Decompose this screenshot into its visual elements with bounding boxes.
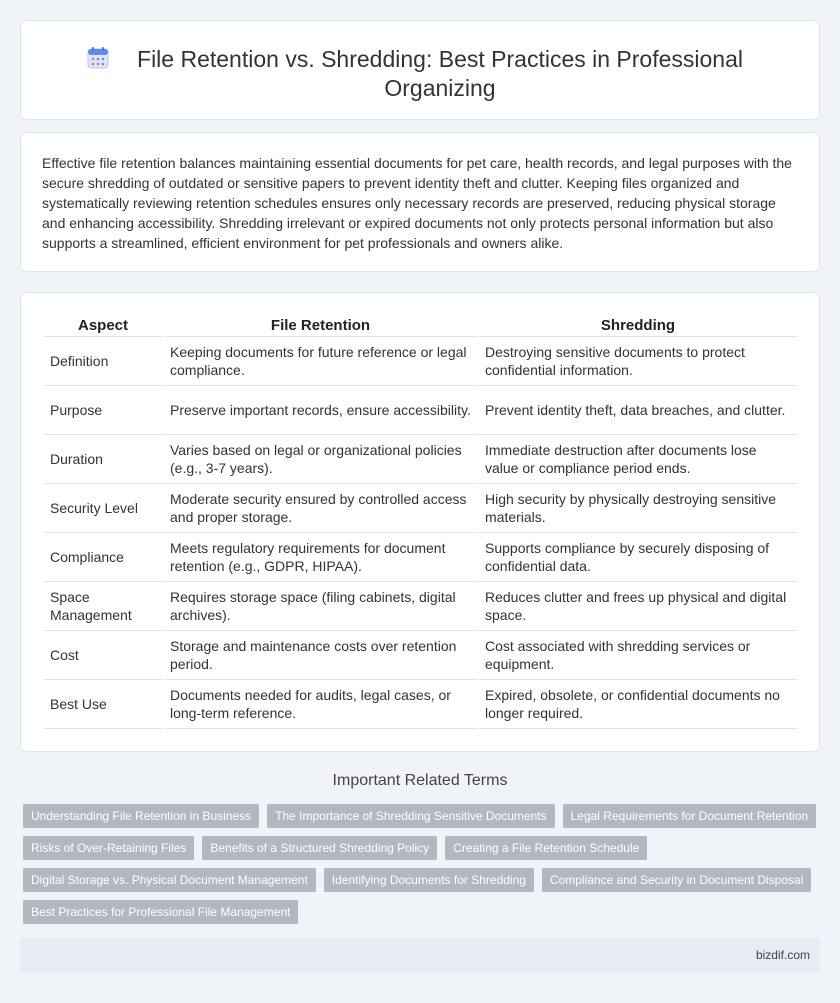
retention-cell: Keeping documents for future reference or legal compliance. — [164, 337, 477, 386]
shredding-cell: Destroying sensitive documents to protect confidential information. — [479, 337, 797, 386]
table-row — [44, 582, 797, 631]
aspect-cell: Cost — [44, 631, 162, 680]
shredding-cell: High security by physically destroying sensitive materials. — [479, 484, 797, 533]
shredding-cell: Cost associated with shredding services or equipment. — [479, 631, 797, 680]
table-row — [44, 386, 797, 435]
retention-cell: Preserve important records, ensure accessibility. — [164, 386, 477, 435]
related-terms-list — [23, 804, 823, 924]
shredding-cell: Expired, obsolete, or confidential documents no longer required. — [479, 680, 797, 729]
related-term-link[interactable]: Benefits of a Structured Shredding Policy — [202, 836, 437, 860]
related-term-link[interactable]: Understanding File Retention in Business — [23, 804, 259, 828]
table-row — [44, 435, 797, 484]
shredding-cell: Immediate destruction after documents lose value or compliance period ends. — [479, 435, 797, 484]
header-file-retention: File Retention — [164, 315, 477, 337]
intro-card — [20, 132, 820, 272]
retention-cell: Meets regulatory requirements for document retention (e.g., GDPR, HIPAA). — [164, 533, 477, 582]
shredding-cell: Supports compliance by securely disposing of confidential data. — [479, 533, 797, 582]
table-row — [44, 680, 797, 729]
comparison-table — [42, 315, 799, 729]
intro-paragraph: Effective file retention balances maintaining essential documents for pet care, health records, and legal purposes with the secure shredding of outdated or sensitive papers to prevent identity theft and clutter. Keeping files organized and systematically reviewing retention schedules ensures only necessary records are preserved, reducing physical storage and enhancing accessibility. Shredding irrelevant or expired documents not only protects personal information but also supports a streamlined, efficient environment for pet professionals and owners alike. — [42, 155, 792, 251]
footer-brand[interactable]: bizdif.com — [755, 948, 810, 962]
footer — [20, 938, 820, 973]
table-row — [44, 337, 797, 386]
aspect-cell: Definition — [44, 337, 162, 386]
page-title: File Retention vs. Shredding: Best Practices in Professional Organizing — [137, 46, 743, 101]
comparison-card — [20, 292, 820, 752]
table-row — [44, 631, 797, 680]
header-shredding: Shredding — [479, 315, 797, 337]
related-term-link[interactable]: Compliance and Security in Document Disposal — [542, 868, 811, 892]
related-term-link[interactable]: Identifying Documents for Shredding — [324, 868, 534, 892]
related-term-link[interactable]: Digital Storage vs. Physical Document Management — [23, 868, 316, 892]
aspect-cell: Duration — [44, 435, 162, 484]
shredding-cell: Prevent identity theft, data breaches, and clutter. — [479, 386, 797, 435]
header-aspect: Aspect — [44, 315, 162, 337]
aspect-cell: Security Level — [44, 484, 162, 533]
retention-cell: Documents needed for audits, legal cases, or long-term reference. — [164, 680, 477, 729]
related-term-link[interactable]: Creating a File Retention Schedule — [445, 836, 647, 860]
aspect-cell: Purpose — [44, 386, 162, 435]
related-term-link[interactable]: Best Practices for Professional File Management — [23, 900, 298, 924]
retention-cell: Requires storage space (filing cabinets, digital archives). — [164, 582, 477, 631]
aspect-cell: Compliance — [44, 533, 162, 582]
table-row — [44, 484, 797, 533]
related-term-link[interactable]: The Importance of Shredding Sensitive Documents — [267, 804, 554, 828]
retention-cell: Moderate security ensured by controlled access and proper storage. — [164, 484, 477, 533]
related-term-link[interactable]: Risks of Over-Retaining Files — [23, 836, 194, 860]
aspect-cell: Best Use — [44, 680, 162, 729]
retention-cell: Storage and maintenance costs over retention period. — [164, 631, 477, 680]
table-row — [44, 533, 797, 582]
aspect-cell: Space Management — [44, 582, 162, 631]
shredding-cell: Reduces clutter and frees up physical and digital space. — [479, 582, 797, 631]
retention-cell: Varies based on legal or organizational policies (e.g., 3-7 years). — [164, 435, 477, 484]
related-term-link[interactable]: Legal Requirements for Document Retention — [563, 804, 816, 828]
title-card — [20, 20, 820, 120]
related-terms-heading: Important Related Terms — [332, 772, 508, 789]
table-header-row — [44, 315, 797, 337]
